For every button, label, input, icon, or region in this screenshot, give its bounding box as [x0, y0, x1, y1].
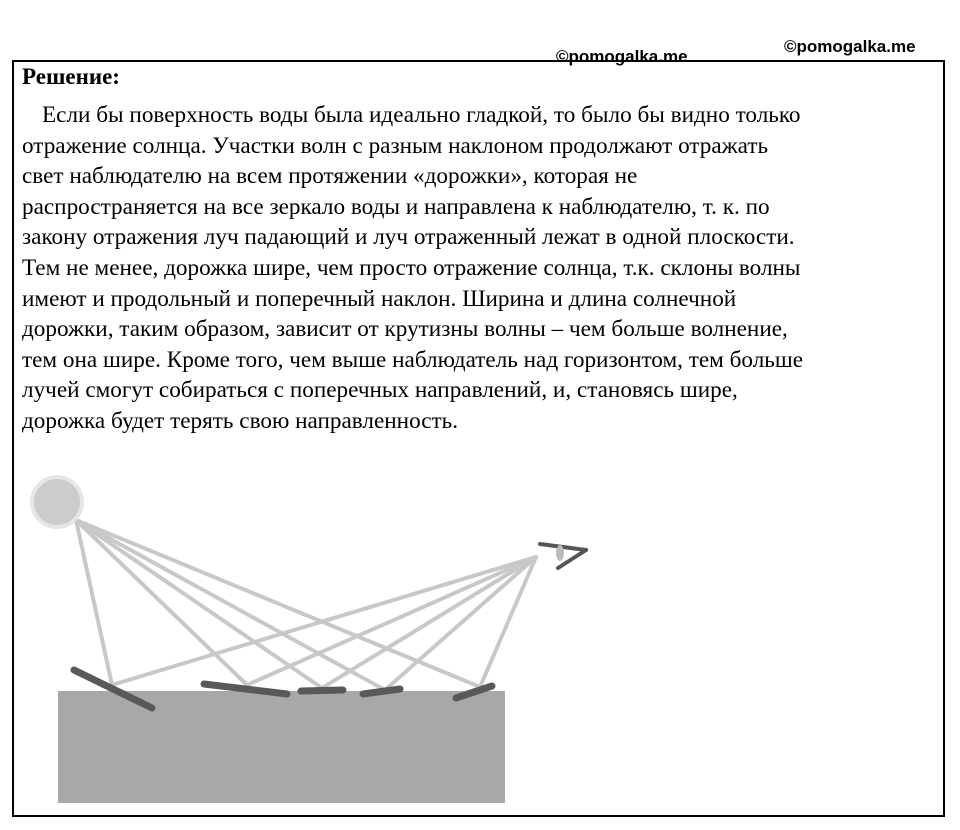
solution-line: Тем не менее, дорожка шире, чем просто отражение солнца, т.к. склоны волны — [22, 254, 801, 281]
solution-line: закону отражения луч падающий и луч отраженный лежат в одной плоскости. — [22, 224, 795, 251]
solution-heading: Решение: — [22, 64, 120, 89]
solution-line: распространяется на все зеркало воды и направлена к наблюдателю, т. к. по — [22, 193, 770, 220]
solution-line: дорожка будет терять свою направленность. — [22, 407, 459, 434]
solution-line: Если бы поверхность воды была идеально гладкой, то было бы видно только — [42, 102, 801, 128]
solution-line: отражение солнца. Участки волн с разным наклоном продолжают отражать — [22, 132, 769, 159]
watermark-top-right: ©pomogalka.me — [784, 37, 916, 56]
watermark-center: ©pomogalka.me — [556, 47, 688, 66]
solution-line: лучей смогут собираться с поперечных направлений, и, становясь шире, — [22, 377, 738, 404]
solution-line: тем она шире. Кроме того, чем выше наблюдатель над горизонтом, тем больше — [22, 346, 804, 373]
solution-line: дорожки, таким образом, зависит от крутизны волны – чем больше волнение, — [22, 316, 788, 343]
solution-text — [22, 100, 934, 437]
solution-line: свет наблюдателю на всем протяжении «дорожки», которая не — [22, 163, 638, 190]
solution-line: имеют и продольный и поперечный наклон. Ширина и длина солнечной — [22, 285, 737, 312]
